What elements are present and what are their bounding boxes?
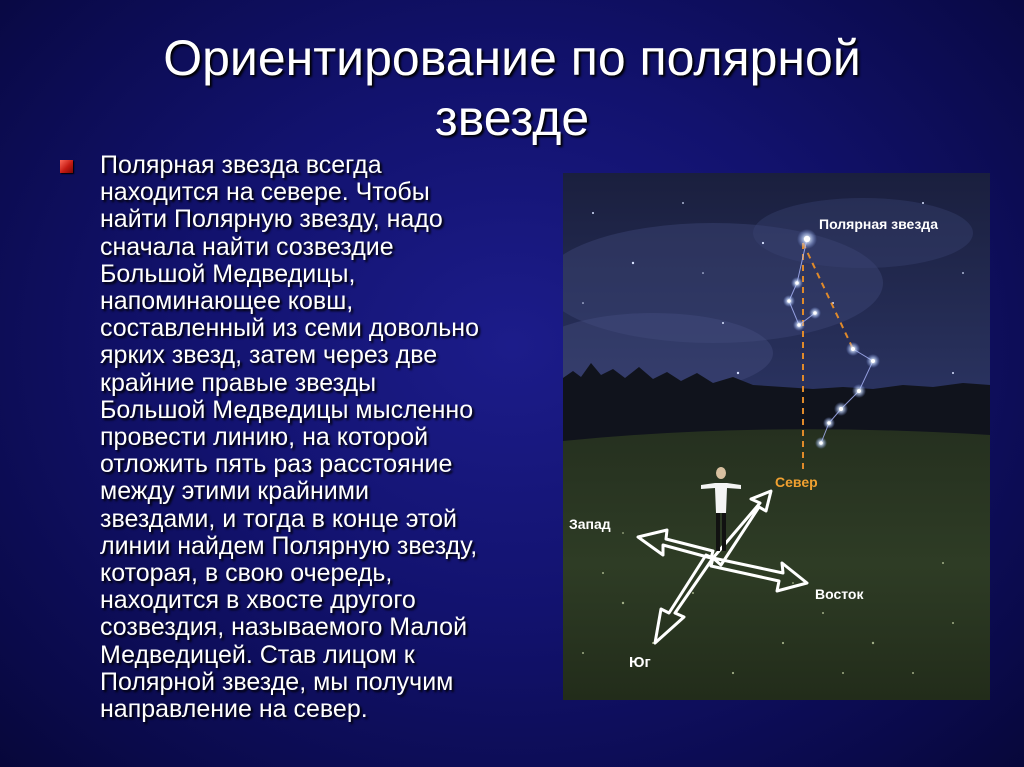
body-line: которая, в свою очередь,: [100, 559, 393, 588]
body-line: находится в хвосте другого: [100, 586, 416, 615]
body-line: крайние правые звезды: [100, 368, 377, 397]
body-line: созвездия, называемого Малой: [100, 613, 468, 642]
label-polaris: Полярная звезда: [819, 216, 938, 232]
label-north: Север: [775, 474, 818, 490]
body-line: находится на севере. Чтобы: [100, 178, 430, 207]
slide-title-line-2: звезде: [434, 90, 590, 146]
body-line: напоминающее ковш,: [100, 287, 354, 316]
bullet-square-icon: [60, 160, 73, 173]
body-line: направление на север.: [100, 695, 368, 724]
body-line: Полярная звезда всегда: [100, 151, 382, 179]
body-line: Медведицей. Став лицом к: [100, 640, 415, 669]
body-line: звездами, и тогда в конце этой: [100, 504, 457, 533]
label-west: Запад: [569, 516, 611, 532]
slide-title: [40, 28, 984, 148]
body-line: составленный из семи довольно: [100, 314, 479, 343]
body-line: между этими крайними: [100, 477, 369, 506]
body-line: Полярной звезде, мы получим: [100, 667, 454, 696]
body-line: линии найдем Полярную звезду,: [100, 531, 478, 560]
grass-field: [563, 429, 990, 700]
body-line: найти Полярную звезду, надо: [100, 205, 443, 234]
body-line: отложить пять раз расстояние: [100, 450, 453, 479]
slide-title-line-1: Ориентирование по полярной: [163, 30, 861, 86]
body-line: Большой Медведицы мысленно: [100, 395, 474, 424]
label-south: Юг: [629, 654, 651, 671]
body-line: провести линию, на которой: [100, 423, 429, 452]
body-line: Большой Медведицы,: [100, 259, 356, 288]
body-line: сначала найти созвездие: [100, 232, 394, 261]
night-sky-illustration: [563, 173, 990, 700]
body-paragraph: [100, 152, 550, 723]
body-line: ярких звезд, затем через две: [100, 341, 438, 370]
label-east: Восток: [815, 586, 864, 602]
milky-way-cloud: [753, 198, 973, 268]
